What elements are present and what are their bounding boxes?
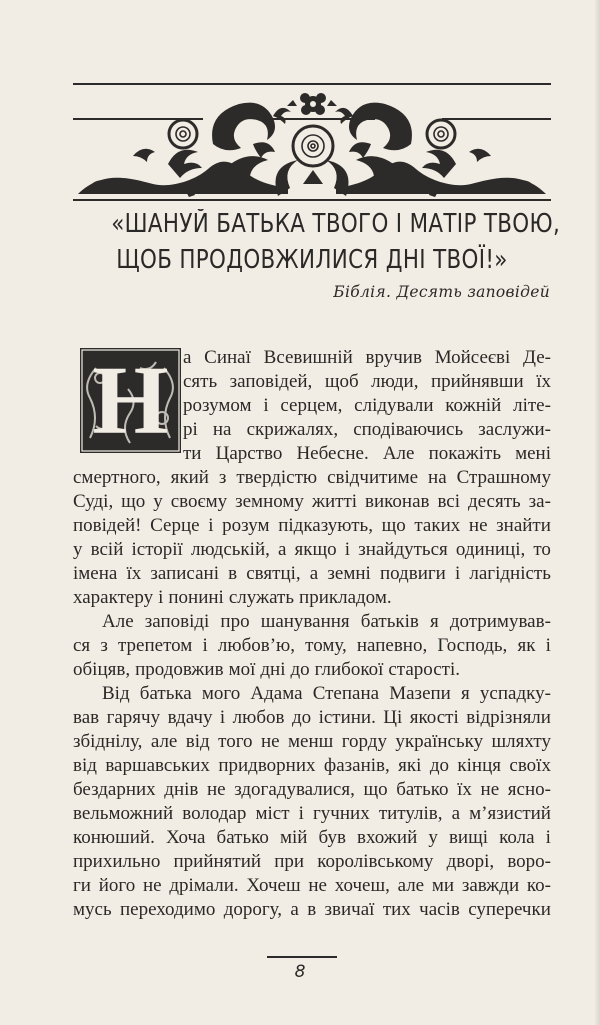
word: ги: [73, 875, 91, 896]
word: не: [207, 779, 226, 800]
text-line: [73, 466, 551, 490]
word: як: [517, 635, 536, 656]
word: смертного,: [73, 467, 161, 488]
word: і: [545, 635, 551, 656]
word: скрижалях,: [246, 419, 339, 440]
word: святці,: [246, 563, 301, 584]
word: варшавських: [105, 755, 210, 776]
word: слідували: [354, 395, 434, 416]
word: у: [73, 539, 83, 560]
page-number: 8: [294, 962, 306, 982]
text-line: [73, 346, 551, 370]
word: обіцяв,: [73, 659, 131, 680]
word: розум: [222, 515, 270, 536]
page-edge-shadow: [594, 0, 600, 1025]
word: люди,: [371, 371, 419, 392]
word: понині: [168, 587, 224, 608]
word: рі: [183, 419, 198, 440]
word: мені: [515, 443, 551, 464]
word: звичаї: [324, 899, 375, 920]
word: менш: [288, 731, 334, 752]
word: конюший.: [73, 827, 155, 848]
word: всі: [437, 491, 461, 512]
word: королівському: [317, 851, 434, 872]
word: житті: [311, 491, 358, 512]
word: придворних: [218, 755, 316, 776]
word: на: [212, 419, 232, 440]
word: прихильно: [73, 851, 161, 872]
word: і: [344, 539, 351, 560]
word: характеру: [73, 587, 154, 608]
word: мої: [228, 659, 256, 680]
word: лагідність: [469, 563, 551, 584]
text-line: [73, 778, 551, 802]
word: і: [202, 635, 208, 656]
word: відрізняли: [466, 707, 551, 728]
epigraph-line-1: «ШАНУЙ БАТЬКА ТВОГО І МАТІР ТВОЮ,: [111, 209, 561, 239]
word: у: [428, 827, 438, 848]
word: не: [142, 875, 162, 896]
text-line: [73, 826, 551, 850]
text-line: [73, 562, 551, 586]
word: того: [218, 731, 253, 752]
word: суперечки: [468, 899, 551, 920]
word: але: [397, 875, 425, 896]
word: прийнявши: [431, 371, 524, 392]
text-line: [73, 538, 551, 562]
text-line: [73, 658, 551, 682]
word: до: [290, 659, 310, 680]
word: батько: [216, 827, 269, 848]
dropcap-letter: Н: [92, 346, 169, 455]
word: не: [480, 779, 500, 800]
word: якості: [409, 707, 459, 728]
word: вдачу: [167, 707, 213, 728]
epigraph-line-2: ЩОБ ПРОДОВЖИЛИСЯ ДНІ ТВОЇ!»: [116, 245, 508, 275]
word: вищі: [448, 827, 488, 848]
text-line: [73, 874, 551, 898]
word: міст: [255, 803, 290, 824]
text-line: [73, 898, 551, 922]
text-line: [73, 514, 551, 538]
word: щоб: [324, 371, 359, 392]
word: вав: [73, 707, 100, 728]
text-line: [73, 442, 551, 466]
word: ми: [431, 875, 455, 896]
word: свідчитиме: [327, 467, 419, 488]
word: покажіть: [428, 443, 501, 464]
text-line: [73, 586, 551, 610]
word: його: [98, 875, 136, 896]
word: які: [398, 755, 422, 776]
word: літе-: [513, 395, 551, 416]
word: трепетом: [118, 635, 193, 656]
word: серцем,: [280, 395, 343, 416]
word: часів: [419, 899, 460, 920]
word: успадку-: [479, 683, 551, 704]
word: їх: [126, 563, 142, 584]
word: при: [274, 851, 305, 872]
word: Мазепи: [389, 683, 451, 704]
word: Де-: [523, 347, 551, 368]
word: у: [153, 491, 163, 512]
word: Небесне.: [296, 443, 369, 464]
word: і: [208, 515, 214, 536]
word: кола: [499, 827, 535, 848]
word: не: [468, 515, 488, 536]
word: мусь: [73, 899, 112, 920]
word: Адама: [250, 683, 303, 704]
word: своєму: [170, 491, 228, 512]
word: хочеш,: [334, 875, 390, 896]
text-line: [73, 754, 551, 778]
word: прикладом.: [299, 587, 392, 608]
word: що: [121, 491, 146, 512]
text-line: [73, 802, 551, 826]
word: ся: [73, 635, 91, 656]
word: був: [318, 827, 346, 848]
word: від: [185, 731, 210, 752]
epigraph-title: [111, 206, 561, 278]
word: мій: [279, 827, 308, 848]
word: до: [429, 755, 449, 776]
word: м’язистий: [469, 803, 551, 824]
text-line: [73, 730, 551, 754]
word: знайдуться: [358, 539, 448, 560]
word: глибокої: [314, 659, 384, 680]
text-line: [73, 394, 551, 418]
text-line: [73, 706, 551, 730]
word: всій: [90, 539, 124, 560]
word: за-: [528, 491, 551, 512]
word: Всевишній: [263, 347, 353, 368]
word: то: [533, 539, 551, 560]
word: володар: [182, 803, 247, 824]
word: мого: [201, 683, 241, 704]
word: земні: [327, 563, 371, 584]
word: виконав: [365, 491, 430, 512]
word: тих: [382, 899, 411, 920]
word: а: [290, 899, 299, 920]
word: Мойсеєві: [434, 347, 511, 368]
word: а: [183, 347, 192, 368]
word: який: [170, 467, 209, 488]
word: дорогу,: [223, 899, 283, 920]
word: титулів,: [378, 803, 443, 824]
word: ко-: [526, 875, 551, 896]
word: їх: [457, 779, 472, 800]
word: і: [219, 707, 226, 728]
text-line: [73, 634, 551, 658]
word: знайти: [496, 515, 551, 536]
word: десять: [467, 491, 521, 512]
word: Хоча: [165, 827, 206, 848]
word: земному: [235, 491, 304, 512]
word: ти: [183, 443, 202, 464]
word: служать: [228, 587, 295, 608]
text-line: [73, 418, 551, 442]
word: Степана: [312, 683, 380, 704]
epigraph-attribution: Біблія. Десять заповідей: [333, 283, 550, 301]
word: напевно,: [356, 635, 428, 656]
word: заповіді: [144, 611, 210, 632]
word: горду: [341, 731, 387, 752]
word: з: [100, 635, 108, 656]
word: старості.: [388, 659, 461, 680]
word: заслужи-: [478, 419, 551, 440]
word: батька: [139, 683, 192, 704]
word: дрімали.: [169, 875, 239, 896]
word: записані: [150, 563, 219, 584]
word: батьків: [360, 611, 419, 632]
word: не: [308, 875, 327, 896]
word: історії: [131, 539, 183, 560]
word: подвиги: [379, 563, 446, 584]
word: вручив: [365, 347, 422, 368]
word: прийнятий: [173, 851, 262, 872]
word: сподіваючись: [353, 419, 464, 440]
word: Ці: [383, 707, 403, 728]
word: а: [309, 563, 319, 584]
word: підказують,: [278, 515, 373, 536]
word: і: [158, 587, 164, 608]
word: ясно-: [507, 779, 551, 800]
word: від: [73, 755, 97, 776]
word: що: [381, 515, 406, 536]
word: любов: [232, 707, 285, 728]
word: фазанів,: [323, 755, 390, 776]
text-line: [73, 490, 551, 514]
word: що: [363, 779, 388, 800]
word: а: [451, 803, 461, 824]
word: але: [150, 731, 178, 752]
word: шанування: [260, 611, 350, 632]
word: в: [307, 899, 317, 920]
word: Але: [382, 443, 415, 464]
word: шляхту: [491, 731, 551, 752]
word: дворі,: [446, 851, 495, 872]
word: з: [218, 467, 227, 488]
word: їх: [536, 371, 551, 392]
word: до: [291, 707, 312, 728]
word: в: [228, 563, 238, 584]
word: не: [260, 731, 280, 752]
word: гарячу: [106, 707, 161, 728]
word: Синаї: [204, 347, 251, 368]
word: і: [263, 395, 269, 416]
floral-headpiece-ornament-icon: [73, 84, 551, 202]
word: розумом: [183, 395, 252, 416]
word: заповідей,: [229, 371, 313, 392]
word: кожній: [445, 395, 502, 416]
word: Але: [102, 611, 134, 632]
word: продовжив: [135, 659, 224, 680]
word: здогадувалися,: [234, 779, 355, 800]
word: вхожий: [357, 827, 418, 848]
word: Господь,: [437, 635, 508, 656]
word: якщо: [294, 539, 337, 560]
word: істини.: [318, 707, 376, 728]
word: сять: [183, 371, 218, 392]
word: переходимо: [119, 899, 216, 920]
word: вельможний: [73, 803, 174, 824]
word: повідей!: [73, 515, 142, 536]
word: батько: [396, 779, 449, 800]
text-line: [73, 682, 551, 706]
word: Царство: [215, 443, 283, 464]
word: таких: [414, 515, 461, 536]
text-line: [73, 850, 551, 874]
word: Хочеш: [246, 875, 301, 896]
word: я: [461, 683, 470, 704]
word: і: [298, 803, 304, 824]
word: воро-: [507, 851, 551, 872]
word: бездарних: [73, 779, 156, 800]
word: завжди: [461, 875, 520, 896]
word: на: [428, 467, 447, 488]
word: а: [277, 539, 287, 560]
word: твердістю: [236, 467, 318, 488]
word: дотримував-: [449, 611, 551, 632]
word: тому,: [305, 635, 347, 656]
word: і: [545, 827, 551, 848]
word: людській,: [190, 539, 270, 560]
word: кінця: [457, 755, 501, 776]
word: збіднілу,: [73, 731, 143, 752]
body-text: [73, 346, 551, 922]
footer-rule: [267, 956, 337, 958]
word: гучних: [313, 803, 370, 824]
word: одиниці,: [455, 539, 526, 560]
word: українську: [395, 731, 484, 752]
text-line: [73, 610, 551, 634]
word: любов’ю,: [217, 635, 295, 656]
word: Страшному: [456, 467, 551, 488]
word: Від: [102, 683, 130, 704]
word: і: [454, 563, 461, 584]
word: своїх: [509, 755, 551, 776]
word: імена: [73, 563, 118, 584]
word: дні: [260, 659, 286, 680]
word: Суді,: [73, 491, 114, 512]
text-line: [73, 370, 551, 394]
word: днів: [164, 779, 199, 800]
word: Серце: [150, 515, 200, 536]
word: про: [220, 611, 250, 632]
word: я: [429, 611, 439, 632]
